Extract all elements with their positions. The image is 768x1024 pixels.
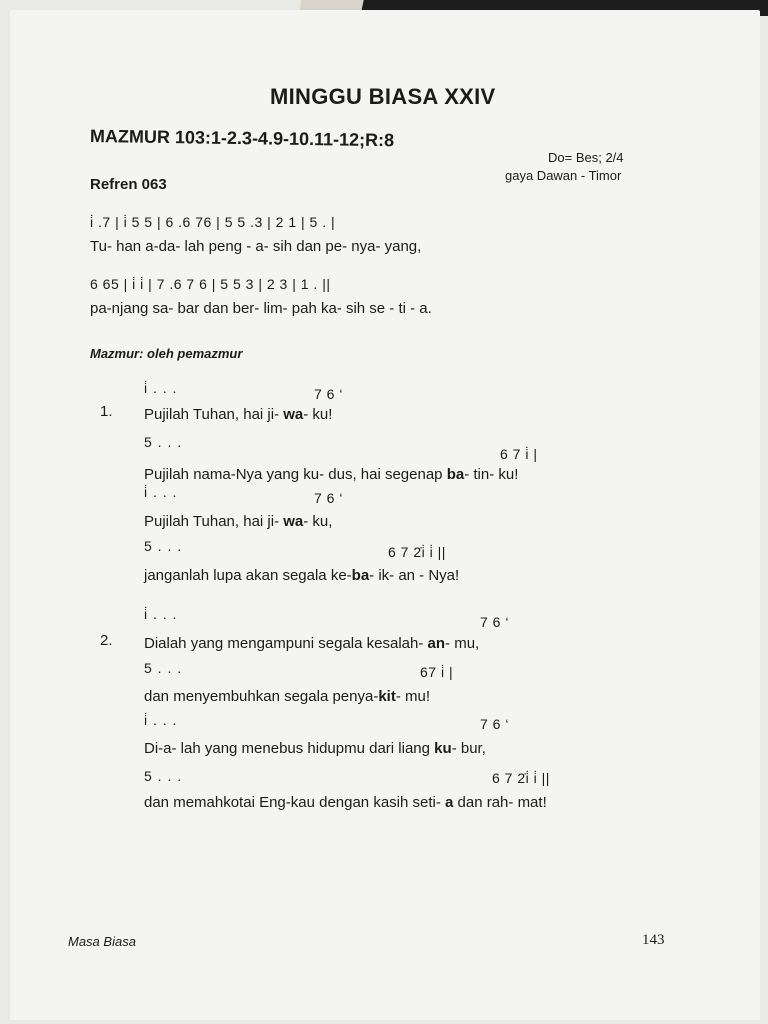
key-signature: Do= Bes; 2/4 [548,150,624,165]
melody-origin: gaya Dawan - Timor [505,168,622,183]
cadence-notes: 6 7 2̇i̇ i̇ || [492,770,550,786]
cadence-notes: 7 6 ‘ [480,614,509,630]
hymn-page [10,10,760,1020]
reciting-tone: 5 . . . [144,538,183,554]
verse-line: dan memahkotai Eng-kau dengan kasih seti- a dan rah- mat! [144,794,547,811]
verse-line: janganlah lupa akan segala ke-ba- ik- an - Nya! [144,567,460,584]
psalm-reference: MAZMUR 103:1-2.3-4.9-10.11-12;R:8 [89,126,395,151]
verse-line: Dialah yang mengampuni segala kesalah- an- mu, [144,635,480,652]
verse-number: 2. [100,632,113,649]
reciting-tone: 5 . . . [144,768,183,784]
reciting-tone: i̇ . . . [144,606,178,622]
reciting-tone: i̇ . . . [144,484,178,500]
cadence-notes: 67 i̇ | [420,664,454,680]
reciting-tone: 5 . . . [144,660,183,676]
verse-line: Pujilah Tuhan, hai ji- wa- ku! [144,406,333,423]
verse-line: dan menyembuhkan segala penya-kit- mu! [144,688,431,705]
cadence-notes: 7 6 ‘ [314,490,343,506]
footer-section-name: Masa Biasa [68,934,136,949]
cadence-notes: 6 7 2̇i̇ i̇ || [388,544,446,560]
reciting-tone: 5 . . . [144,434,183,450]
refrain-notes-line-1: i̇ .7 | i̇ 5 5 | 6 .6 76 | 5 5 .3 | 2 1 | 5 . | [90,214,336,230]
refrain-lyrics-line-2: pa-njang sa- bar dan ber- lim- pah ka- sih se - ti - a. [90,300,432,317]
cadence-notes: 7 6 ‘ [314,386,343,402]
psalm-section-label: Mazmur: oleh pemazmur [90,346,243,361]
verse-line: Pujilah nama-Nya yang ku- dus, hai segenap ba- tin- ku! [144,466,519,483]
refrain-lyrics-line-1: Tu- han a-da- lah peng - a- sih dan pe- nya- yang, [90,238,422,255]
page-title: MINGGU BIASA XXIV [270,84,496,109]
refrain-notes-line-2: 6 65 | i̇ i̇ | 7 .6 7 6 | 5 5 3 | 2 3 | 1 . || [90,276,331,292]
cadence-notes: 6 7 i̇ | [500,446,538,462]
verse-line: Pujilah Tuhan, hai ji- wa- ku, [144,513,333,530]
refrain-label: Refren 063 [90,176,167,193]
verse-number: 1. [100,403,113,420]
reciting-tone: i̇ . . . [144,380,178,396]
reciting-tone: i̇ . . . [144,712,178,728]
page-number: 143 [642,932,665,948]
verse-line: Di-a- lah yang menebus hidupmu dari liang ku- bur, [144,740,486,757]
cadence-notes: 7 6 ‘ [480,716,509,732]
